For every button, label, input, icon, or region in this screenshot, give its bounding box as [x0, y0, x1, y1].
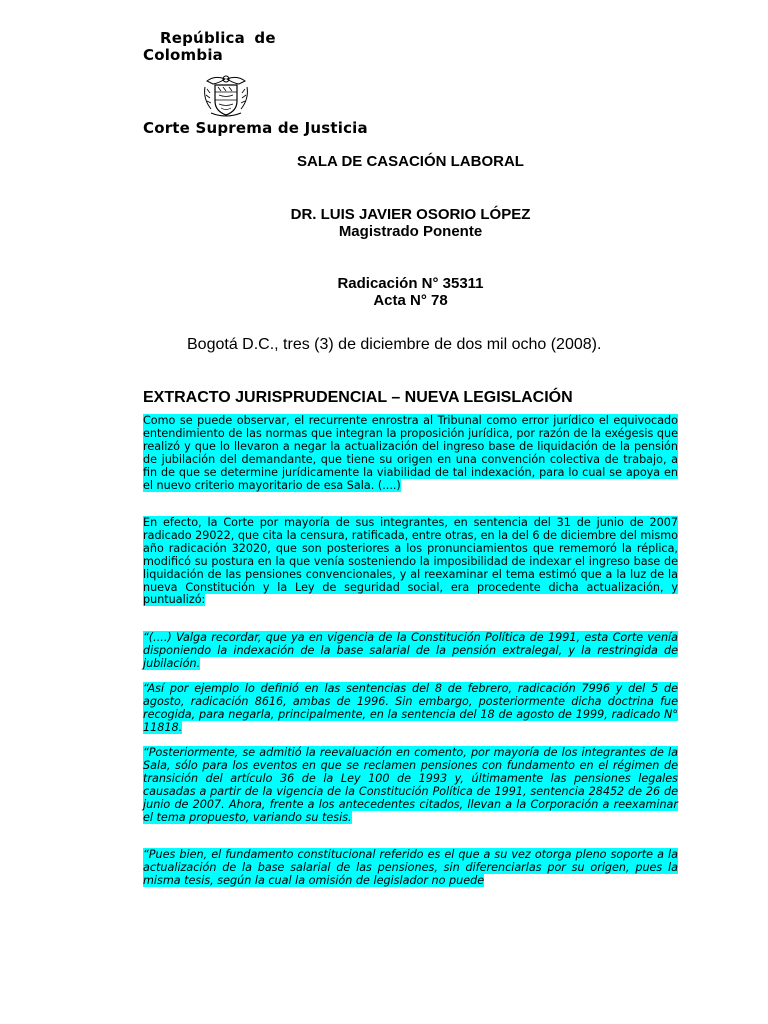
paragraph-2-text: En efecto, la Corte por mayoría de sus integrantes, en sentencia del 31 de junio de 2007 radicado 29022, que cita la censura, ratificada, entre otras, en la del 6 de diciembre del mismo año radicación 32020, que son posteriores a los pronunciamientos que rememoró la réplica, modificó su postura en la que venía sosteniendo la imposibilidad de indexar el ingreso base de liquidación de las pensiones convencionales, y al reexaminar el tema estimó que a la luz de la nueva Constitución y la Ley de seguridad social, era procedente dicha actualización, y puntualizó: — [143, 516, 678, 607]
republica-line-1: República de — [160, 29, 276, 47]
republica-line-2: Colombia — [143, 46, 223, 64]
quote-paragraph-3-text: “Posteriormente, se admitió la reevaluación en comento, por mayoría de los integrantes de la Sala, sólo para los eventos en que se reclamen pensiones con fundamento en el régimen de transición del artículo 36 de la Ley 100 de 1993 y, últimamente las pensiones legales causadas a partir de la vigencia de la Constitución Política de 1991, sentencia 28452 de 26 de junio de 2007. Ahora, frente a los antecedentes citados, llevan a la Corporación a reexaminar el tema propuesto, variando su tesis. — [143, 746, 678, 824]
coat-of-arms-icon — [201, 73, 251, 119]
magistrado-role: Magistrado Ponente — [338, 223, 483, 240]
paragraph-2 — [143, 517, 678, 607]
date-line: Bogotá D.C., tres (3) de diciembre de dos mil ocho (2008). — [187, 336, 602, 353]
quote-paragraph-3 — [143, 747, 678, 824]
radicacion-number: Radicación N° 35311 — [337, 275, 484, 292]
quote-paragraph-2 — [143, 683, 678, 735]
quote-paragraph-4-text: “Pues bien, el fundamento constitucional referido es el que a su vez otorga pleno soporte a la actualización de la base salarial de las pensiones, sin diferenciarlas por su origen, pues la misma tesis, según la cual la omisión de legislador no puede — [143, 848, 678, 887]
magistrado-name: DR. LUIS JAVIER OSORIO LÓPEZ — [290, 206, 531, 223]
quote-paragraph-1-text: “(....) Valga recordar, que ya en vigencia de la Constitución Política de 1991, esta Corte venía disponiendo la indexación de la base salarial de la pensión extralegal, y la restringida de jubilación. — [143, 631, 678, 670]
republica-heading — [143, 30, 276, 64]
quote-paragraph-1 — [143, 632, 678, 671]
acta-number: Acta N° 78 — [373, 292, 448, 309]
paragraph-1-text: Como se puede observar, el recurrente enrostra al Tribunal como error jurídico el equivocado entendimiento de las normas que integran la proposición jurídica, por razón de la exégesis que realizó y que lo llevaron a negar la actualización del ingreso base de liquidación de la pensión de jubilación del demandante, que tiene su origen en una convención colectiva de trabajo, a fin de que se determine jurídicamente la viabilidad de tal indexación, para lo cual se apoya en el nuevo criterio mayoritario de esa Sala. (....) — [143, 414, 678, 492]
court-name: Corte Suprema de Justicia — [143, 119, 368, 137]
section-heading: EXTRACTO JURISPRUDENCIAL – NUEVA LEGISLACIÓN — [143, 389, 573, 406]
quote-paragraph-4 — [143, 849, 678, 888]
paragraph-1 — [143, 415, 678, 492]
sala-heading: SALA DE CASACIÓN LABORAL — [297, 153, 524, 170]
quote-paragraph-2-text: “Así por ejemplo lo definió en las sentencias del 8 de febrero, radicación 7996 y del 5 de agosto, radicación 8616, ambas de 1996. Sin embargo, posteriormente dicha doctrina fue recogida, para negarla, principalmente, en la sentencia del 18 de agosto de 1999, radicado N° 11818. — [143, 682, 678, 734]
